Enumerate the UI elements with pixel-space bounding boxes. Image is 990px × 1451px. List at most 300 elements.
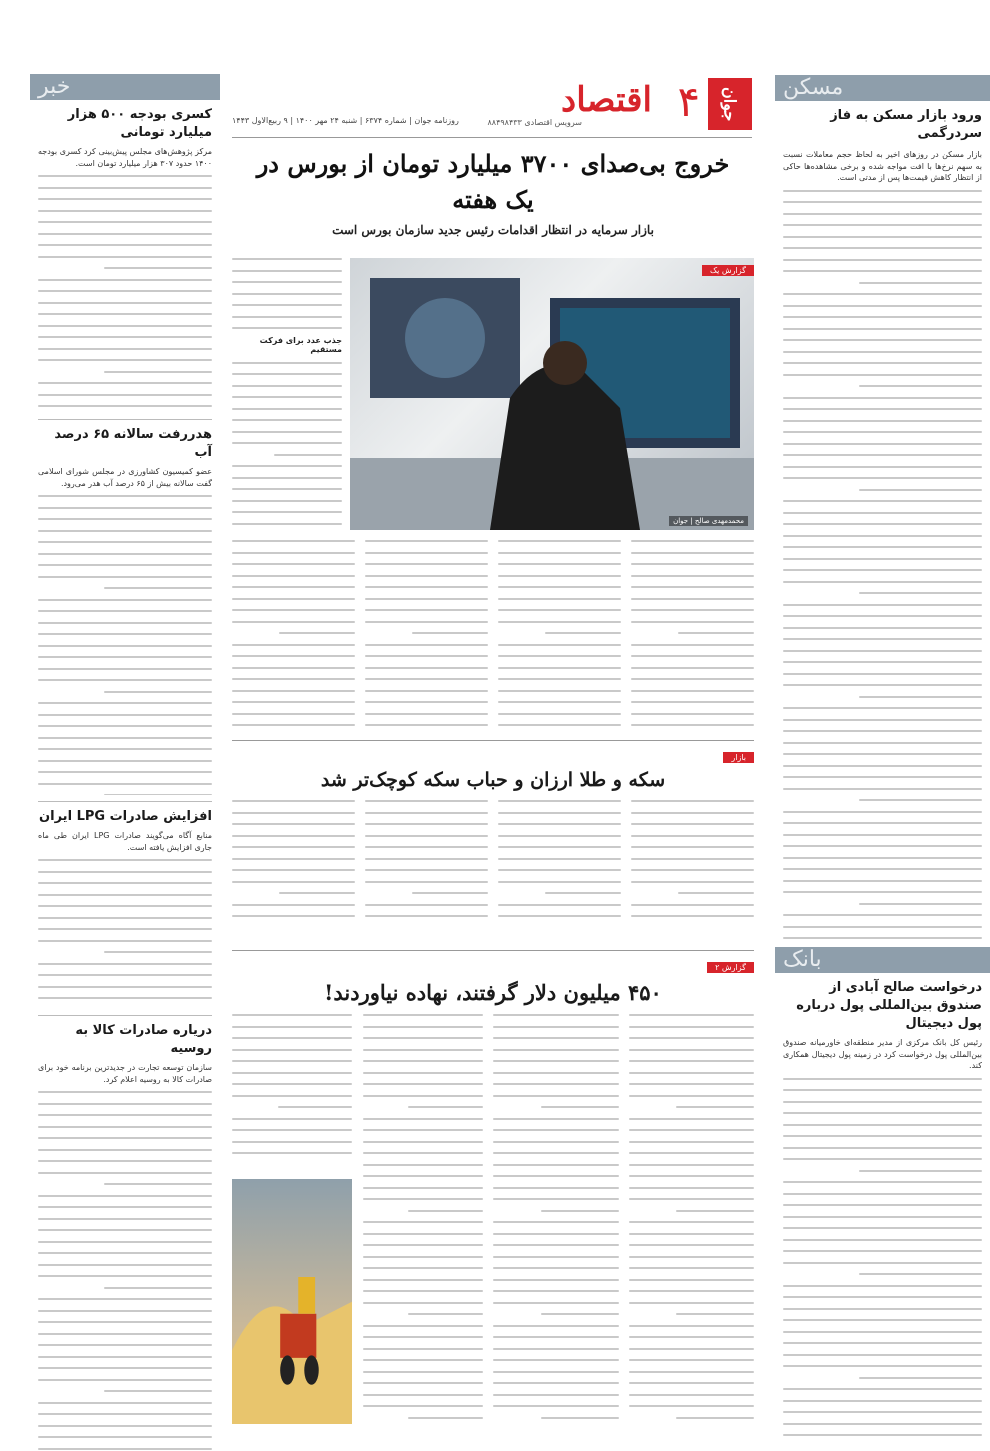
text-line — [498, 621, 621, 623]
text-line — [363, 1083, 483, 1085]
text-line — [783, 1227, 982, 1229]
text-line — [631, 835, 754, 837]
text-line — [38, 940, 212, 942]
text-line — [783, 1319, 982, 1321]
text-line — [676, 1210, 754, 1212]
text-line — [498, 552, 621, 554]
news-body-budget: مرکز پژوهش‌های مجلس پیش‌بینی کرد کسری بودجه ۱۴۰۰ حدود ۳۰۷ هزار میلیارد تومان است. — [38, 147, 212, 168]
text-line — [783, 891, 982, 893]
text-line — [783, 201, 982, 203]
text-line — [493, 1279, 619, 1281]
text-line — [629, 1037, 755, 1039]
text-line — [365, 724, 488, 726]
text-line — [38, 1206, 212, 1208]
news-title-russia: دریاره صادرات کالا به روسیه — [75, 1023, 212, 1056]
lead-subtitle-inline: جذب عدد برای فرکت مستقیم — [232, 336, 342, 354]
text-line — [631, 904, 754, 906]
text-line — [498, 678, 621, 680]
text-line — [232, 609, 355, 611]
text-line — [631, 575, 754, 577]
text-line — [38, 187, 212, 189]
text-line — [676, 1313, 754, 1315]
news-body-water-lines — [38, 495, 212, 795]
text-line — [363, 1175, 483, 1177]
text-line — [232, 701, 355, 703]
text-line — [38, 1229, 212, 1231]
text-line — [783, 1147, 982, 1149]
text-line — [783, 431, 982, 433]
trader-screen-illustration — [350, 258, 754, 530]
text-line — [783, 707, 982, 709]
text-line — [365, 621, 488, 623]
story2-col-1 — [631, 800, 754, 930]
text-line — [498, 724, 621, 726]
text-line — [363, 1049, 483, 1051]
grain-loader-illustration — [232, 1179, 352, 1424]
text-line — [631, 540, 754, 542]
text-line — [365, 800, 488, 802]
text-line — [38, 553, 212, 555]
text-line — [629, 1371, 755, 1373]
text-line — [38, 1448, 212, 1450]
text-line — [363, 1221, 483, 1223]
text-line — [38, 576, 212, 578]
text-line — [363, 1141, 483, 1143]
text-line — [365, 690, 488, 692]
text-line — [232, 373, 342, 375]
lead-col-4 — [232, 540, 355, 735]
text-line — [631, 655, 754, 657]
text-line — [363, 1371, 483, 1373]
text-line — [541, 1106, 619, 1108]
text-line — [365, 846, 488, 848]
text-line — [363, 1256, 483, 1258]
text-line — [38, 702, 212, 704]
bank-article-title: درخواست صالح آبادی از صندوق بین‌المللی پول درباره پول دیجیتال — [796, 980, 982, 1031]
text-line — [232, 1095, 352, 1097]
text-line — [38, 221, 212, 223]
text-line — [38, 894, 212, 896]
text-line — [38, 336, 212, 338]
text-line — [629, 1129, 755, 1131]
text-line — [783, 523, 982, 525]
text-line — [631, 563, 754, 565]
text-line — [493, 1175, 619, 1177]
text-line — [498, 858, 621, 860]
text-line — [783, 236, 982, 238]
text-line — [783, 305, 982, 307]
text-line — [365, 575, 488, 577]
text-line — [412, 892, 488, 894]
text-line — [232, 667, 355, 669]
story3-col-2 — [493, 1014, 619, 1424]
text-line — [38, 359, 212, 361]
text-line — [631, 858, 754, 860]
text-line — [38, 518, 212, 520]
text-line — [38, 244, 212, 246]
text-line — [783, 535, 982, 537]
text-line — [363, 1060, 483, 1062]
text-line — [678, 632, 754, 634]
text-line — [232, 800, 355, 802]
text-line — [629, 1014, 755, 1016]
text-line — [498, 644, 621, 646]
text-line — [629, 1198, 755, 1200]
section-name: اقتصاد — [561, 80, 652, 120]
section-tab-bank: بانک — [775, 947, 990, 973]
text-line — [493, 1359, 619, 1361]
text-line — [38, 859, 212, 861]
text-line — [498, 586, 621, 588]
text-line — [631, 724, 754, 726]
text-line — [38, 348, 212, 350]
text-line — [232, 362, 342, 364]
text-line — [232, 1037, 352, 1039]
text-line — [629, 1394, 755, 1396]
text-line — [631, 800, 754, 802]
text-line — [363, 1325, 483, 1327]
text-line — [629, 1244, 755, 1246]
text-line — [783, 1193, 982, 1195]
photo-caption: محمدمهدی صالح | جوان — [669, 516, 748, 526]
story2-badge: بازار — [723, 752, 754, 763]
news-body-lpg: منابع آگاه می‌گویند صادرات LPG ایران طی ماه جاری افزایش یافته است. — [38, 831, 212, 852]
text-line — [783, 1078, 982, 1080]
text-line — [498, 690, 621, 692]
text-line — [783, 638, 982, 640]
text-line — [545, 892, 621, 894]
text-line — [104, 1287, 212, 1289]
text-line — [629, 1302, 755, 1304]
text-line — [363, 1026, 483, 1028]
text-line — [363, 1405, 483, 1407]
text-line — [232, 690, 355, 692]
logo-text: جوان — [720, 86, 740, 122]
text-line — [783, 1285, 982, 1287]
text-line — [38, 290, 212, 292]
text-line — [232, 586, 355, 588]
text-line — [783, 937, 982, 939]
text-line — [631, 586, 754, 588]
text-line — [629, 1290, 755, 1292]
text-line — [363, 1152, 483, 1154]
story3-headline: ۴۵۰ میلیون دلار گرفتند، نهاده نیاوردند! — [324, 980, 662, 1005]
text-line — [493, 1382, 619, 1384]
text-line — [783, 558, 982, 560]
text-line — [38, 1241, 212, 1243]
text-line — [859, 1273, 982, 1275]
text-line — [493, 1129, 619, 1131]
text-line — [38, 1218, 212, 1220]
text-line — [365, 713, 488, 715]
text-line — [629, 1336, 755, 1338]
text-line — [783, 1089, 982, 1091]
text-line — [38, 233, 212, 235]
text-line — [232, 915, 355, 917]
text-line — [783, 397, 982, 399]
text-line — [38, 645, 212, 647]
text-line — [783, 420, 982, 422]
story3-col-1 — [629, 1014, 755, 1424]
text-line — [631, 644, 754, 646]
text-line — [408, 1313, 483, 1315]
text-line — [38, 1160, 212, 1162]
text-line — [859, 903, 982, 905]
text-line — [783, 1411, 982, 1413]
text-line — [365, 869, 488, 871]
text-line — [631, 552, 754, 554]
text-line — [232, 858, 355, 860]
news-title-budget: کسری بودجه ۵۰۰ هزار میلیارد تومانی — [67, 107, 212, 140]
text-line — [38, 175, 212, 177]
text-line — [783, 1112, 982, 1114]
text-line — [38, 656, 212, 658]
text-line — [631, 690, 754, 692]
text-line — [232, 563, 355, 565]
text-line — [859, 1170, 982, 1172]
text-line — [783, 351, 982, 353]
text-line — [498, 881, 621, 883]
text-line — [38, 530, 212, 532]
text-line — [498, 701, 621, 703]
text-line — [232, 511, 342, 513]
lead-body-lower — [232, 540, 754, 735]
bank-article-lead: رئیس کل بانک مرکزی از مدیر منطقه‌ای خاورمیانه صندوق بین‌المللی پول درخواست کرد در زمینه پول دیجیتال همکاری کند. — [783, 1038, 982, 1070]
text-line — [859, 799, 982, 801]
text-line — [232, 1129, 352, 1131]
text-line — [493, 1290, 619, 1292]
lead-badge: گزارش یک — [702, 265, 754, 276]
text-line — [38, 1126, 212, 1128]
section-tab-news: خبر — [30, 74, 220, 100]
text-line — [279, 892, 355, 894]
text-line — [232, 385, 342, 387]
text-line — [38, 1275, 212, 1277]
text-line — [365, 655, 488, 657]
text-line — [493, 1348, 619, 1350]
text-line — [498, 846, 621, 848]
text-line — [493, 1026, 619, 1028]
text-line — [232, 1026, 352, 1028]
text-line — [232, 835, 355, 837]
text-line — [783, 477, 982, 479]
text-line — [631, 609, 754, 611]
text-line — [232, 258, 342, 260]
text-line — [232, 488, 342, 490]
text-line — [363, 1072, 483, 1074]
text-line — [408, 1106, 483, 1108]
text-line — [629, 1141, 755, 1143]
text-line — [783, 328, 982, 330]
text-line — [783, 868, 982, 870]
text-line — [365, 609, 488, 611]
text-line — [629, 1164, 755, 1166]
text-line — [365, 915, 488, 917]
text-line — [498, 575, 621, 577]
text-line — [783, 1101, 982, 1103]
text-line — [783, 880, 982, 882]
housing-article-title: ورود بازار مسکن به فاز سردرگمی — [830, 108, 982, 141]
story-dollar — [232, 950, 754, 1424]
lead-col-3 — [365, 540, 488, 735]
text-line — [783, 1400, 982, 1402]
housing-article-lead: بازار مسکن در روزهای اخیر به لحاظ حجم معاملات نسبت به سهم نرخ‌ها با افت مواجه شده و برخی مشاهده‌ها حاکی از انتظار کاهش قیمت‌ها پس از مدتی است. — [783, 150, 982, 182]
text-line — [493, 1221, 619, 1223]
text-line — [232, 812, 355, 814]
text-line — [38, 1379, 212, 1381]
text-line — [232, 869, 355, 871]
text-line — [493, 1302, 619, 1304]
text-line — [783, 673, 982, 675]
text-line — [38, 405, 212, 407]
text-line — [38, 748, 212, 750]
text-line — [363, 1129, 483, 1131]
text-line — [783, 190, 982, 192]
story2-col-2 — [498, 800, 621, 930]
text-line — [783, 857, 982, 859]
text-line — [498, 915, 621, 917]
text-line — [232, 316, 342, 318]
text-line — [38, 668, 212, 670]
lead-headline: خروج بی‌صدای ۳۷۰۰ میلیارد تومان از بورس در یک هفته — [256, 149, 730, 214]
text-line — [38, 1137, 212, 1139]
text-line — [363, 1359, 483, 1361]
text-line — [232, 904, 355, 906]
text-line — [629, 1382, 755, 1384]
text-line — [365, 552, 488, 554]
text-line — [232, 1049, 352, 1051]
text-line — [783, 1342, 982, 1344]
news-body-russia: سازمان توسعه تجارت در جدیدترین برنامه خود برای صادرات کالا به روسیه اعلام کرد. — [38, 1063, 212, 1084]
text-line — [629, 1026, 755, 1028]
text-line — [498, 869, 621, 871]
loader-photo — [232, 1179, 352, 1424]
text-line — [631, 881, 754, 883]
text-line — [232, 500, 342, 502]
text-line — [493, 1405, 619, 1407]
text-line — [232, 1118, 352, 1120]
lead-col-1 — [631, 540, 754, 735]
text-line — [38, 1413, 212, 1415]
text-line — [498, 563, 621, 565]
text-line — [363, 1233, 483, 1235]
text-line — [363, 1014, 483, 1016]
text-line — [363, 1382, 483, 1384]
text-line — [493, 1336, 619, 1338]
text-line — [38, 394, 212, 396]
text-line — [676, 1106, 754, 1108]
text-line — [859, 592, 982, 594]
text-line — [104, 1183, 212, 1185]
text-line — [493, 1187, 619, 1189]
text-line — [38, 1333, 212, 1335]
text-line — [498, 598, 621, 600]
text-line — [783, 1204, 982, 1206]
text-line — [629, 1325, 755, 1327]
text-line — [38, 1425, 212, 1427]
text-line — [498, 713, 621, 715]
text-line — [232, 823, 355, 825]
text-line — [104, 371, 212, 373]
section-tab-housing: مسکن — [775, 75, 990, 101]
text-line — [783, 270, 982, 272]
text-line — [232, 304, 342, 306]
text-line — [38, 1252, 212, 1254]
text-line — [38, 1149, 212, 1151]
text-line — [38, 564, 212, 566]
text-line — [783, 224, 982, 226]
text-line — [38, 1321, 212, 1323]
text-line — [493, 1049, 619, 1051]
text-line — [493, 1164, 619, 1166]
text-line — [498, 800, 621, 802]
text-line — [38, 760, 212, 762]
text-line — [493, 1141, 619, 1143]
story3-col-4 — [363, 1014, 483, 1424]
text-line — [783, 650, 982, 652]
text-line — [38, 928, 212, 930]
text-line — [783, 627, 982, 629]
text-line — [363, 1095, 483, 1097]
text-line — [493, 1152, 619, 1154]
text-line — [408, 1417, 483, 1419]
text-line — [783, 1181, 982, 1183]
text-line — [783, 604, 982, 606]
text-line — [408, 1210, 483, 1212]
story2-col-3 — [365, 800, 488, 930]
text-line — [783, 466, 982, 468]
text-line — [783, 259, 982, 261]
text-line — [783, 753, 982, 755]
news-body-russia-lines — [38, 1091, 212, 1451]
text-line — [629, 1405, 755, 1407]
text-line — [38, 495, 212, 497]
text-line — [783, 811, 982, 813]
text-line — [493, 1233, 619, 1235]
text-line — [232, 713, 355, 715]
text-line — [278, 1106, 353, 1108]
left-column — [30, 0, 220, 1414]
text-line — [365, 678, 488, 680]
text-line — [38, 725, 212, 727]
text-line — [493, 1072, 619, 1074]
text-line — [38, 783, 212, 785]
text-line — [631, 713, 754, 715]
text-line — [232, 540, 355, 542]
divider — [38, 1015, 212, 1016]
text-line — [38, 1367, 212, 1369]
text-line — [232, 644, 355, 646]
text-line — [365, 667, 488, 669]
text-line — [232, 881, 355, 883]
text-line — [232, 477, 342, 479]
text-line — [493, 1095, 619, 1097]
text-line — [38, 679, 212, 681]
text-line — [38, 1103, 212, 1105]
text-line — [783, 1296, 982, 1298]
text-line — [232, 621, 355, 623]
text-line — [783, 845, 982, 847]
text-line — [493, 1256, 619, 1258]
story2-body — [232, 800, 754, 930]
text-line — [363, 1244, 483, 1246]
text-line — [232, 1014, 352, 1016]
text-line — [629, 1049, 755, 1051]
lead-subhead: بازار سرمایه در انتظار اقدامات رئیس جدید سازمان بورس است — [332, 223, 654, 237]
text-line — [631, 915, 754, 917]
text-line — [38, 917, 212, 919]
text-line — [104, 267, 212, 269]
